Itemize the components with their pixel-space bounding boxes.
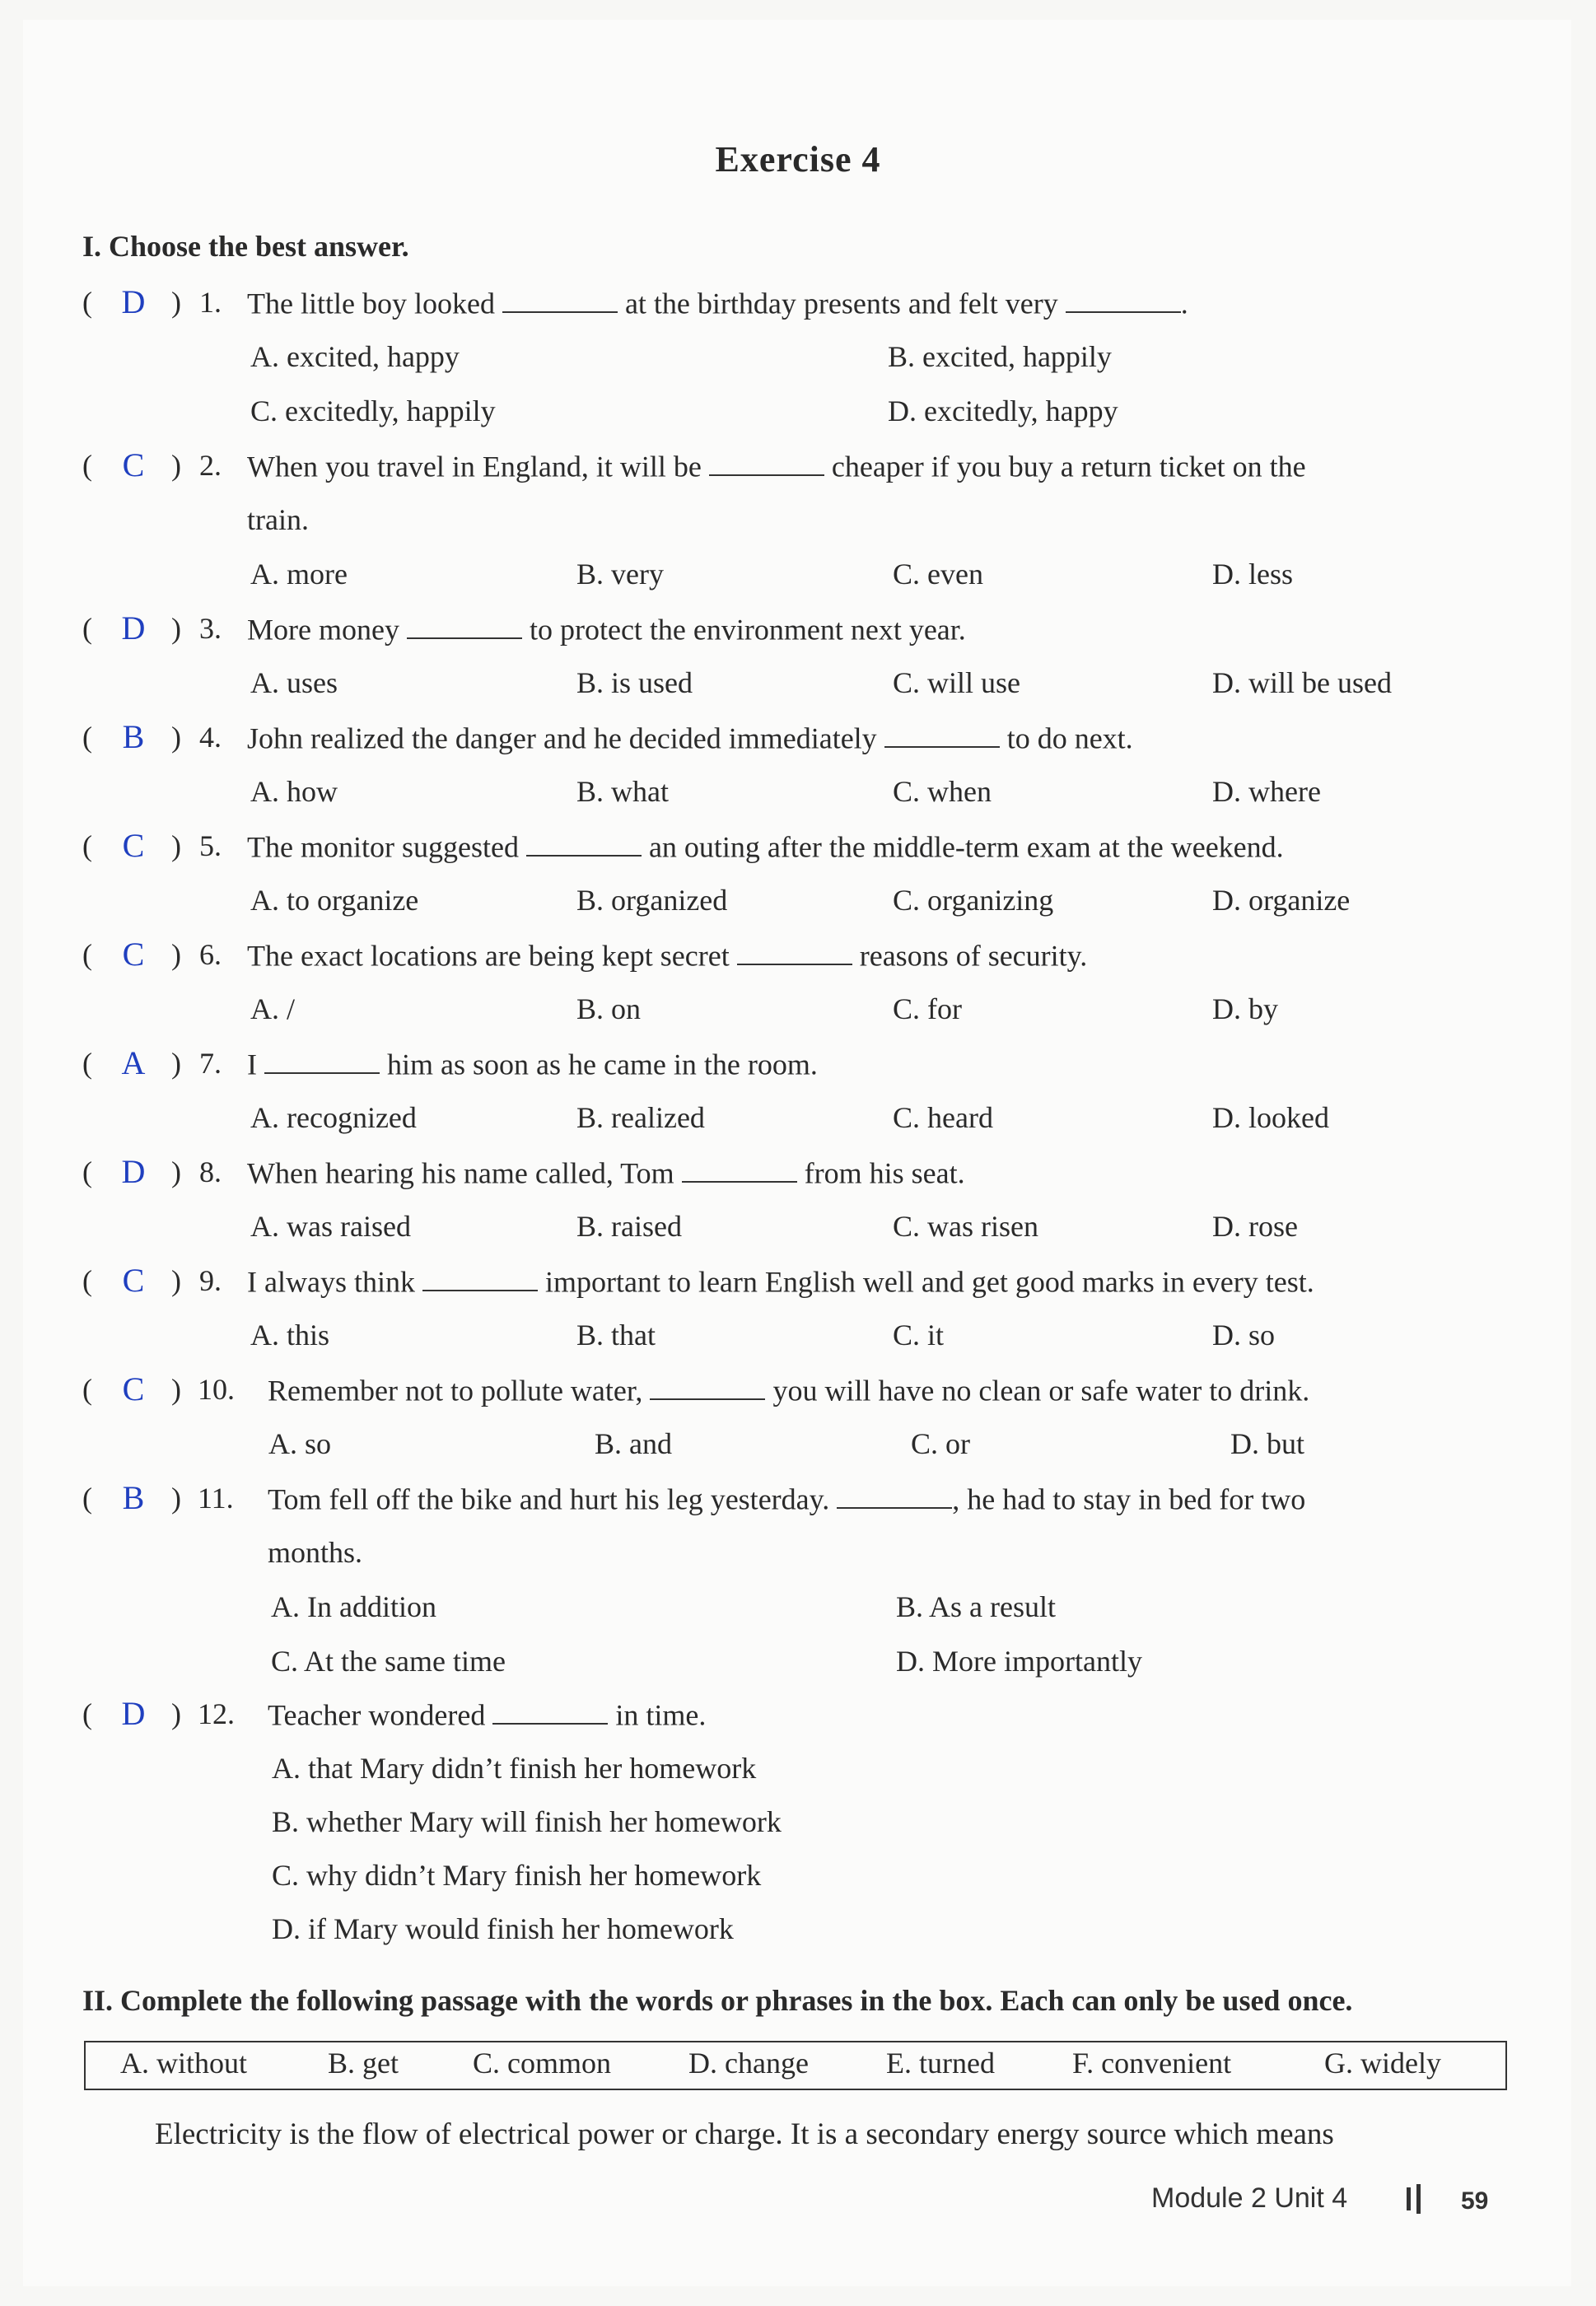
option: C. why didn’t Mary finish her homework (272, 1859, 762, 1892)
question-text: Remember not to pollute water, you will have no clean or safe water to drink. (268, 1372, 1309, 1407)
page-title: Exercise 4 (715, 139, 881, 180)
option: C. even (893, 558, 983, 591)
open-paren: ( (82, 938, 92, 971)
question-number: 11. (198, 1482, 234, 1515)
open-paren: ( (82, 829, 92, 862)
question-number: 12. (198, 1697, 235, 1730)
option: D. so (1212, 1319, 1276, 1351)
option: C. or (911, 1427, 970, 1460)
question-number: 4. (199, 721, 222, 754)
question-number: 3. (199, 612, 222, 645)
answer-blank (1066, 285, 1181, 313)
option: D. but (1230, 1427, 1304, 1460)
question-number: 10. (198, 1373, 235, 1406)
box-word: C. common (473, 2047, 611, 2080)
option: C. for (893, 992, 962, 1025)
close-paren: ) (171, 938, 181, 971)
option: B. is used (576, 666, 693, 699)
question-number: 9. (199, 1264, 222, 1297)
close-paren: ) (171, 721, 181, 754)
answer-blank (884, 720, 1000, 748)
close-paren: ) (171, 612, 181, 645)
close-paren: ) (171, 1155, 181, 1188)
option: A. this (250, 1319, 330, 1351)
open-paren: ( (82, 449, 92, 482)
section-2-heading: II. Complete the following passage with the words or phrases in the box. Each can only be used once. (82, 1984, 1353, 2017)
open-paren: ( (82, 1264, 92, 1297)
option: D. by (1212, 992, 1278, 1025)
question-number: 7. (199, 1047, 222, 1080)
option: C. when (893, 775, 992, 808)
close-paren: ) (171, 286, 181, 319)
option: B. raised (576, 1210, 682, 1243)
option: D. where (1212, 775, 1321, 808)
question-text: The monitor suggested an outing after the middle-term exam at the weekend. (247, 829, 1284, 864)
option: A. so (268, 1427, 332, 1460)
answer-blank (502, 285, 618, 313)
close-paren: ) (171, 1697, 181, 1730)
box-word: B. get (328, 2047, 399, 2080)
answer-letter: C (122, 827, 145, 864)
open-paren: ( (82, 1047, 92, 1080)
answer-letter: D (121, 1153, 146, 1190)
open-paren: ( (82, 286, 92, 319)
box-word: E. turned (886, 2047, 995, 2080)
option: A. was raised (250, 1210, 411, 1243)
open-paren: ( (82, 1155, 92, 1188)
open-paren: ( (82, 721, 92, 754)
answer-blank (526, 829, 642, 857)
answer-letter: C (122, 446, 145, 483)
option: A. to organize (250, 884, 419, 917)
box-word: A. without (120, 2047, 248, 2080)
option: A. that Mary didn’t finish her homework (272, 1752, 757, 1785)
close-paren: ) (171, 1482, 181, 1515)
open-paren: ( (82, 612, 92, 645)
option: A. In addition (271, 1590, 436, 1623)
option: B. excited, happily (888, 340, 1112, 373)
option: B. what (576, 775, 669, 808)
option: D. More importantly (896, 1645, 1142, 1678)
option: D. organize (1212, 884, 1351, 917)
question-number: 8. (199, 1155, 222, 1188)
option: C. organizing (893, 884, 1054, 917)
close-paren: ) (171, 449, 181, 482)
answer-blank (492, 1697, 608, 1725)
option: C. excitedly, happily (250, 394, 496, 427)
question-text: The little boy looked at the birthday presents and felt very . (247, 285, 1188, 320)
option: C. heard (893, 1101, 993, 1134)
option: C. was risen (893, 1210, 1038, 1243)
footer-module: Module 2 Unit 4 (1151, 2182, 1348, 2214)
close-paren: ) (171, 1264, 181, 1297)
question-number: 1. (199, 286, 222, 319)
option: A. recognized (250, 1101, 417, 1134)
section-1-heading: I. Choose the best answer. (82, 230, 409, 263)
question-text: I him as soon as he came in the room. (247, 1046, 818, 1081)
answer-blank (737, 937, 852, 965)
answer-letter: C (122, 1262, 145, 1299)
box-word: F. convenient (1072, 2047, 1232, 2080)
option: D. looked (1212, 1101, 1329, 1134)
box-word: D. change (688, 2047, 809, 2080)
answer-letter: C (122, 936, 145, 973)
question-text: Tom fell off the bike and hurt his leg yesterday. , he had to stay in bed for two (268, 1481, 1305, 1516)
option: B. very (576, 558, 664, 591)
answer-blank (682, 1155, 797, 1183)
question-number: 2. (199, 449, 222, 482)
answer-letter: D (121, 1695, 146, 1732)
page-number: 59 (1461, 2187, 1489, 2215)
option: B. realized (576, 1101, 705, 1134)
open-paren: ( (82, 1482, 92, 1515)
question-text: John realized the danger and he decided immediately to do next. (247, 720, 1133, 755)
close-paren: ) (171, 1047, 181, 1080)
question-text: I always think important to learn English well and get good marks in every test. (247, 1263, 1314, 1299)
option: D. rose (1212, 1210, 1298, 1243)
question-number: 5. (199, 829, 222, 862)
question-text: The exact locations are being kept secret reasons of security. (247, 937, 1087, 973)
option: B. that (576, 1319, 656, 1351)
question-text-continued: months. (268, 1536, 363, 1569)
option: A. more (250, 558, 348, 591)
option: A. uses (250, 666, 338, 699)
open-paren: ( (82, 1373, 92, 1406)
option: B. and (595, 1427, 672, 1460)
question-text: When hearing his name called, Tom from his seat. (247, 1155, 965, 1190)
question-number: 6. (199, 938, 222, 971)
option: C. it (893, 1319, 945, 1351)
answer-blank (407, 611, 522, 639)
option: B. As a result (896, 1590, 1056, 1623)
answer-letter: A (121, 1044, 146, 1081)
answer-blank (422, 1263, 538, 1291)
footer-divider-icon (1405, 2184, 1425, 2214)
close-paren: ) (171, 1373, 181, 1406)
answer-blank (709, 448, 824, 476)
option: A. how (250, 775, 338, 808)
open-paren: ( (82, 1697, 92, 1730)
answer-letter: B (122, 1479, 145, 1516)
option: D. excitedly, happy (888, 394, 1118, 427)
answer-letter: B (122, 718, 145, 755)
passage-text: Electricity is the flow of electrical power or charge. It is a secondary energy source which means (155, 2117, 1334, 2151)
answer-blank (650, 1372, 765, 1400)
answer-letter: D (121, 283, 146, 320)
option: B. on (576, 992, 642, 1025)
option: C. will use (893, 666, 1021, 699)
option: A. excited, happy (250, 340, 460, 373)
close-paren: ) (171, 829, 181, 862)
option: A. / (250, 992, 295, 1025)
answer-letter: D (121, 609, 146, 647)
question-text: Teacher wondered in time. (268, 1697, 706, 1732)
option: C. At the same time (271, 1645, 506, 1678)
answer-blank (264, 1046, 380, 1074)
question-text: When you travel in England, it will be cheaper if you buy a return ticket on the (247, 448, 1306, 483)
answer-letter: C (122, 1370, 145, 1407)
option: B. whether Mary will finish her homework (272, 1805, 782, 1838)
answer-blank (837, 1481, 952, 1509)
option: B. organized (576, 884, 728, 917)
option: D. less (1212, 558, 1293, 591)
option: D. if Mary would finish her homework (272, 1912, 734, 1945)
option: D. will be used (1212, 666, 1392, 699)
box-word: G. widely (1324, 2047, 1441, 2080)
question-text: More money to protect the environment next year. (247, 611, 966, 647)
question-text-continued: train. (247, 503, 309, 536)
